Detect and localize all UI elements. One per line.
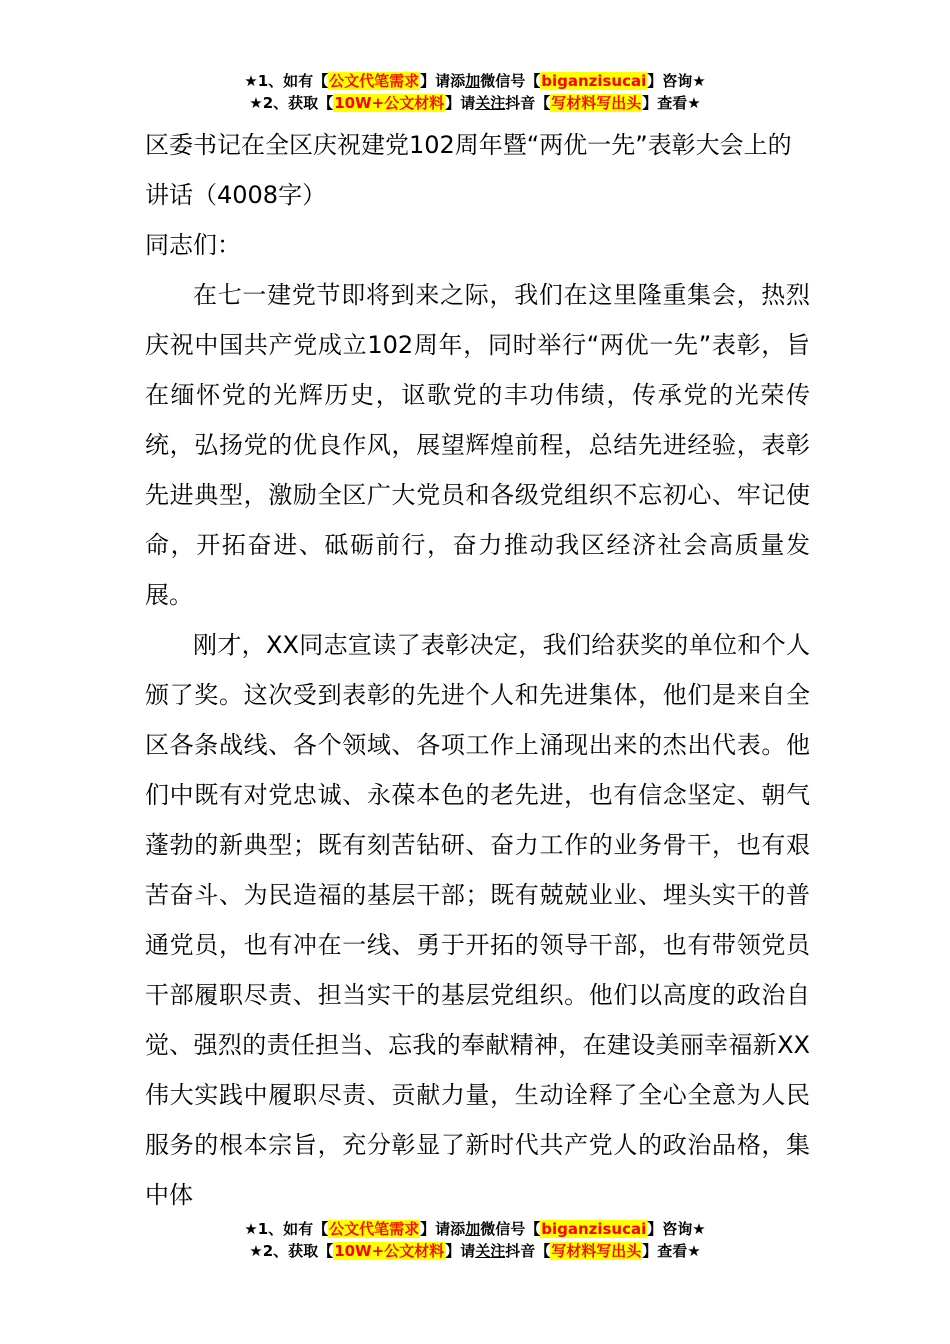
banner-highlight: 公文代笔需求	[329, 1220, 420, 1238]
banner-text: 】查看★	[642, 94, 701, 112]
banner-underline: 加	[465, 72, 481, 90]
banner-text: 】咨询★	[647, 72, 706, 90]
paragraph: 在七一建党节即将到来之际，我们在这里隆重集会，热烈庆祝中国共产党成立102周年，同时举行“两优一先”表彰，旨在缅怀党的光辉历史，讴歌党的丰功伟绩，传承党的光荣传统，弘扬党的优良作风，展望辉煌前程，总结先进经验，表彰先进典型，激励全区广大党员和各级党组织不忘初心、牢记使命，开拓奋进、砥砺前行，奋力推动我区经济社会高质量发展。	[145, 281, 810, 609]
banner-highlight: 10W+公文材料	[334, 1242, 445, 1260]
banner-text: 微信号【	[480, 72, 541, 90]
header-banner	[0, 70, 950, 114]
banner-text: ★1、如有	[244, 1220, 314, 1238]
banner-line-1	[0, 1218, 950, 1240]
banner-text: 】请	[445, 94, 476, 112]
paragraph: 刚才，XX同志宣读了表彰决定，我们给获奖的单位和个人颁了奖。这次受到表彰的先进个人和先进集体，他们是来自全区各条战线、各个领域、各项工作上涌现出来的杰出代表。他们中既有对党忠诚、永葆本色的老先进，也有信念坚定、朝气蓬勃的新典型；既有刻苦钻研、奋力工作的业务骨干，也有艰苦奋斗、为民造福的基层干部；既有兢兢业业、埋头实干的普通党员，也有冲在一线、勇于开拓的领导干部，也有带领党员干部履职尽责、担当实干的基层党组织。他们以高度的政治自觉、强烈的责任担当、忘我的奉献精神，在建设美丽幸福新XX伟大实践中履职尽责、贡献力量，生动诠释了全心全意为人民服务的根本宗旨，充分彰显了新时代共产党人的政治品格，集中体	[145, 631, 810, 1209]
banner-line-2	[0, 1240, 950, 1262]
banner-highlight: 公文代笔需求	[329, 72, 420, 90]
banner-line-2	[0, 92, 950, 114]
banner-text: 微信号【	[480, 1220, 541, 1238]
banner-line-1	[0, 70, 950, 92]
banner-underline: 加	[465, 1220, 481, 1238]
banner-highlight: 写材料写出头	[551, 1242, 642, 1260]
banner-highlight: 写材料写出头	[551, 94, 642, 112]
salutation: 同志们：	[145, 231, 241, 259]
banner-text: 】咨询★	[647, 1220, 706, 1238]
document-title: 区委书记在全区庆祝建党102周年暨“两优一先”表彰大会上的讲话（4008字）	[145, 131, 792, 209]
banner-text: 抖音【	[505, 94, 551, 112]
banner-highlight: biganzisucai	[541, 72, 647, 90]
banner-text: ★2、获取【	[249, 1242, 334, 1260]
banner-text: 】请添	[420, 72, 466, 90]
banner-highlight: 10W+公文材料	[334, 94, 445, 112]
banner-text: 【	[313, 72, 329, 90]
banner-text: 】请	[445, 1242, 476, 1260]
banner-highlight: biganzisucai	[541, 1220, 647, 1238]
banner-underline: 关注	[475, 94, 506, 112]
banner-text: ★1、如有	[244, 72, 314, 90]
banner-text: 】查看★	[642, 1242, 701, 1260]
footer-banner	[0, 1218, 950, 1262]
banner-text: 】请添	[420, 1220, 466, 1238]
banner-text: ★2、获取【	[249, 94, 334, 112]
document-body	[145, 120, 810, 1220]
banner-underline: 关注	[475, 1242, 506, 1260]
banner-text: 抖音【	[505, 1242, 551, 1260]
banner-text: 【	[313, 1220, 329, 1238]
